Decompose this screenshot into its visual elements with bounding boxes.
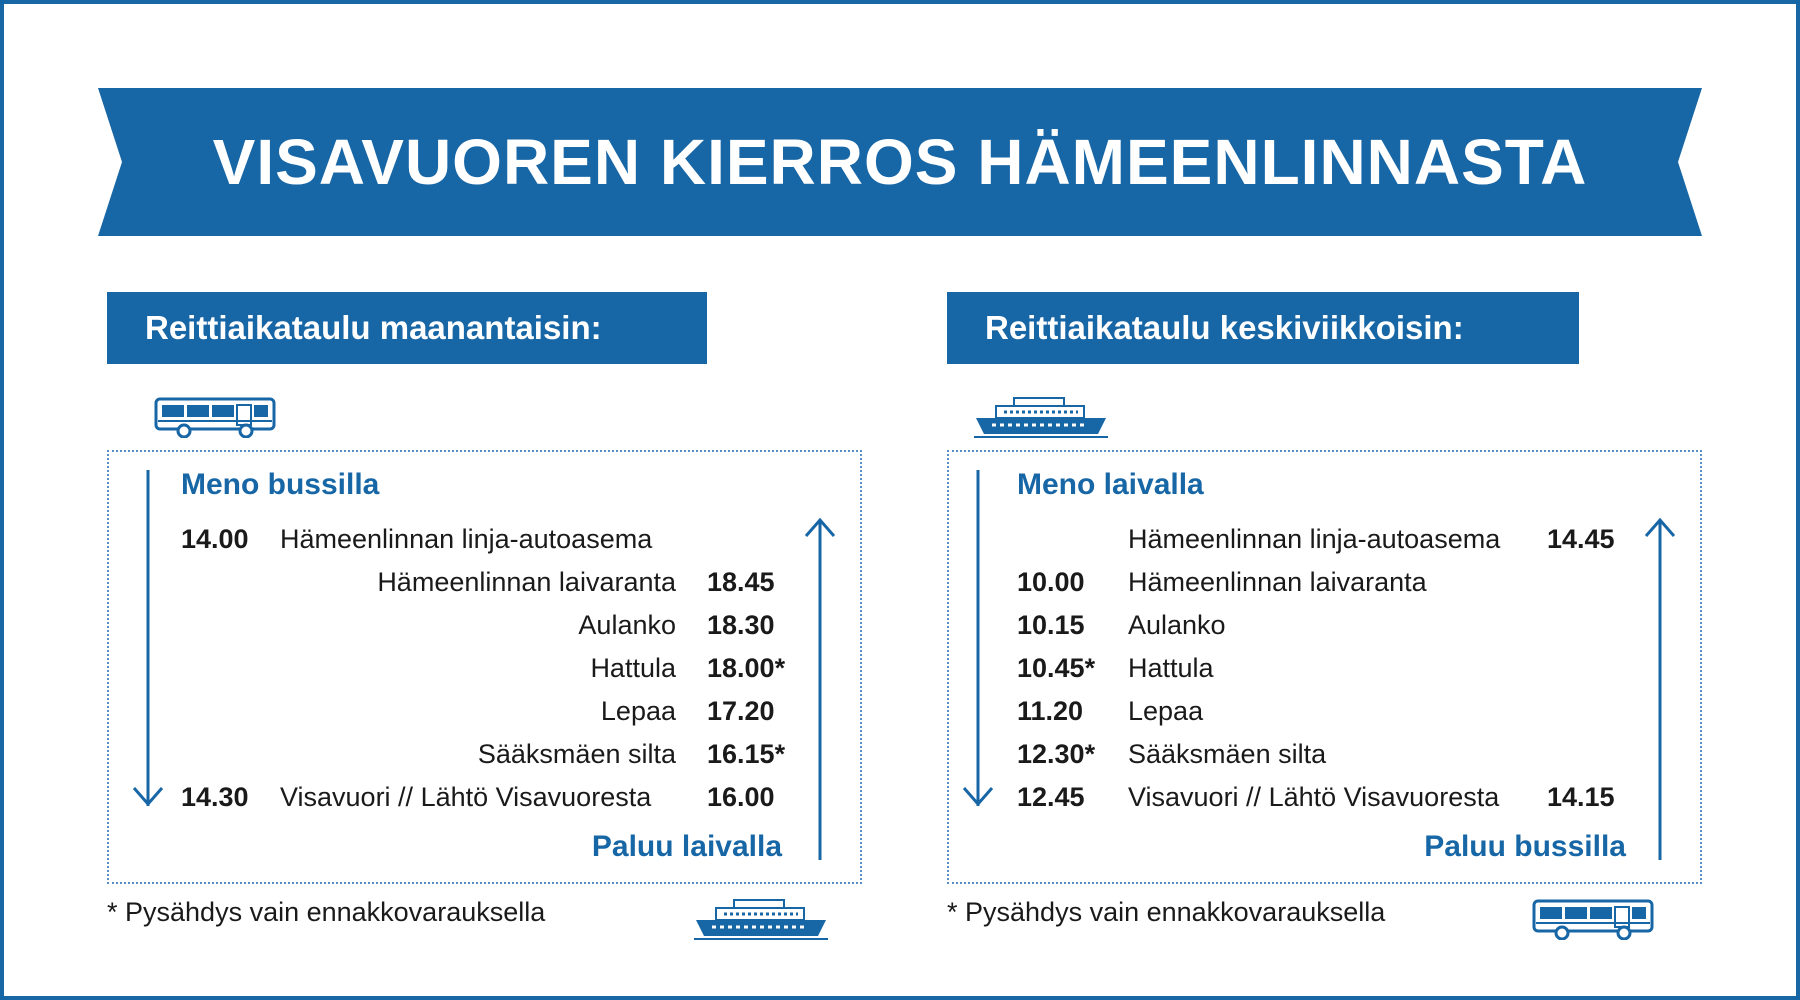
stop-name: Hämeenlinnan linja-autoasema: [280, 524, 653, 554]
return-label: Paluu bussilla: [1424, 830, 1626, 863]
bus-icon: [154, 396, 278, 443]
return-time: 18.30: [707, 610, 775, 640]
monday-footnote: * Pysähdys vain ennakkovarauksella: [107, 897, 546, 927]
return-arrow-up-icon: [804, 516, 836, 862]
stop-name: Aulanko: [578, 610, 676, 640]
return-time: 17.20: [707, 696, 775, 726]
stop-name: Hattula: [1128, 653, 1214, 683]
outbound-time: 10.15: [1017, 610, 1085, 640]
stop-name: Lepaa: [600, 696, 676, 726]
wednesday-footnote: * Pysähdys vain ennakkovarauksella: [947, 897, 1386, 927]
outbound-time: 10.00: [1017, 567, 1085, 597]
return-time: 16.15*: [707, 739, 786, 769]
bus-icon: [1532, 898, 1656, 945]
stop-name: Visavuori // Lähtö Visavuoresta: [280, 782, 652, 812]
return-time: 18.00*: [707, 653, 786, 683]
stop-name: Hämeenlinnan laivaranta: [377, 567, 676, 597]
outbound-time: 14.00: [181, 524, 249, 554]
ship-icon: [974, 396, 1108, 443]
stop-name: Sääksmäen silta: [477, 739, 676, 769]
return-time: 14.45: [1547, 524, 1615, 554]
stop-name: Hämeenlinnan linja-autoasema: [1128, 524, 1501, 554]
page-title: VISAVUOREN KIERROS HÄMEENLINNASTA: [212, 126, 1588, 198]
monday-schedule-header: Reittiaikataulu maanantaisin:: [107, 292, 707, 364]
return-time: 18.45: [707, 567, 775, 597]
stop-name: Hämeenlinnan laivaranta: [1128, 567, 1427, 597]
outbound-label: Meno laivalla: [1017, 468, 1204, 501]
outbound-time: 12.45: [1017, 782, 1085, 812]
wednesday-schedule-header: Reittiaikataulu keskiviikkoisin:: [947, 292, 1579, 364]
outbound-time: 14.30: [181, 782, 249, 812]
outbound-time: 10.45*: [1017, 653, 1096, 683]
stop-name: Visavuori // Lähtö Visavuoresta: [1128, 782, 1500, 812]
outbound-time: 12.30*: [1017, 739, 1096, 769]
title-banner: [98, 88, 1702, 236]
outbound-arrow-down-icon: [132, 470, 164, 810]
ship-icon: [694, 898, 828, 945]
return-arrow-up-icon: [1644, 516, 1676, 862]
return-time: 14.15: [1547, 782, 1615, 812]
stop-name: Lepaa: [1128, 696, 1204, 726]
outbound-label: Meno bussilla: [181, 468, 380, 501]
stop-name: Hattula: [590, 653, 676, 683]
stop-name: Sääksmäen silta: [1128, 739, 1327, 769]
outbound-arrow-down-icon: [962, 470, 994, 810]
outbound-time: 11.20: [1017, 696, 1084, 726]
stop-name: Aulanko: [1128, 610, 1226, 640]
return-time: 16.00: [707, 782, 775, 812]
return-label: Paluu laivalla: [591, 830, 782, 863]
